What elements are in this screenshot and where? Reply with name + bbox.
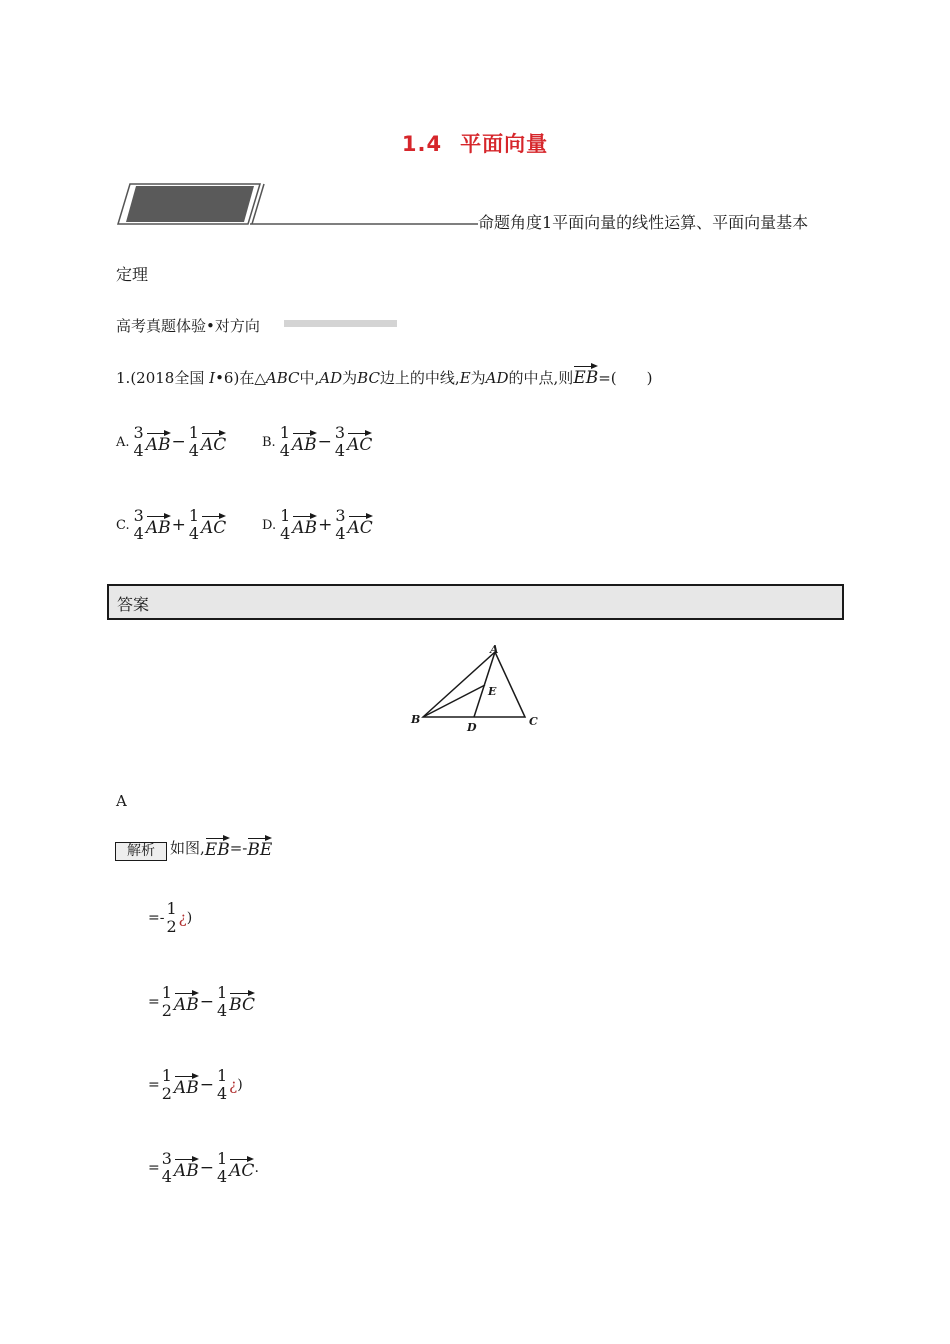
fraction bbox=[188, 507, 200, 543]
vector: AC bbox=[201, 431, 226, 454]
fraction bbox=[133, 424, 145, 460]
numerator: 1 bbox=[280, 506, 291, 525]
vector: AB bbox=[174, 1157, 199, 1180]
question-text: =( ) bbox=[598, 369, 653, 387]
triangle-abc: ABC bbox=[265, 369, 300, 387]
denominator: 4 bbox=[133, 524, 144, 543]
denominator: 4 bbox=[279, 441, 290, 460]
question-text: 中, bbox=[299, 369, 320, 387]
topic-banner-graphic bbox=[112, 180, 482, 230]
denominator: 4 bbox=[334, 441, 346, 460]
missing-glyph: ¿ bbox=[178, 909, 187, 927]
numerator: 1 bbox=[161, 983, 172, 1002]
fraction bbox=[133, 507, 145, 543]
denominator: 4 bbox=[188, 524, 200, 543]
numerator: 3 bbox=[133, 506, 144, 525]
fraction bbox=[279, 507, 291, 543]
operator: − bbox=[199, 992, 214, 1012]
numerator: 3 bbox=[335, 506, 346, 525]
option-c[interactable] bbox=[116, 507, 226, 543]
vector: AB bbox=[174, 991, 199, 1014]
vector: AB bbox=[292, 514, 317, 537]
numerator: 1 bbox=[216, 983, 228, 1002]
vector: AC bbox=[347, 431, 372, 454]
operator: − bbox=[199, 1158, 214, 1178]
analysis-step-3 bbox=[148, 1067, 243, 1103]
denominator: 4 bbox=[133, 441, 144, 460]
label-e: E bbox=[488, 685, 497, 698]
vector: AC bbox=[201, 514, 226, 537]
operator: − bbox=[199, 1075, 214, 1095]
fraction bbox=[188, 424, 200, 460]
vector: AB bbox=[146, 514, 171, 537]
denominator: 4 bbox=[216, 1001, 228, 1020]
triangle-figure bbox=[405, 640, 550, 735]
segment-ad: AD bbox=[485, 369, 509, 387]
question-source-roman: Ⅰ bbox=[209, 369, 216, 387]
numerator: 3 bbox=[161, 1149, 172, 1168]
vector-be: BE bbox=[247, 836, 272, 859]
close-paren: ) bbox=[237, 1077, 243, 1093]
equals-negative: =- bbox=[229, 838, 248, 857]
vector-eb: EB bbox=[205, 836, 230, 859]
title-number: 1.4 bbox=[401, 132, 443, 156]
analysis-step-2 bbox=[148, 984, 255, 1020]
operator: + bbox=[318, 515, 333, 535]
vector: AC bbox=[348, 514, 373, 537]
analysis-step-4 bbox=[148, 1150, 259, 1186]
option-label: D. bbox=[262, 517, 277, 533]
denominator: 2 bbox=[161, 1084, 172, 1103]
operator: + bbox=[171, 515, 186, 535]
option-d[interactable] bbox=[262, 507, 373, 543]
fraction bbox=[161, 1150, 173, 1186]
label-b: B bbox=[411, 713, 421, 726]
analysis-intro bbox=[170, 836, 272, 859]
close-paren: ) bbox=[186, 910, 193, 926]
step-prefix: = bbox=[148, 1077, 160, 1093]
label-d: D bbox=[467, 721, 477, 734]
section-heading: 高考真题体验•对方向 bbox=[116, 317, 260, 335]
denominator: 4 bbox=[216, 1167, 228, 1186]
label-a: A bbox=[490, 643, 499, 656]
option-label: A. bbox=[116, 434, 130, 450]
vector: AB bbox=[174, 1074, 199, 1097]
answer-value: A bbox=[116, 792, 127, 810]
analysis-step-1 bbox=[148, 900, 192, 936]
vector: BC bbox=[229, 991, 255, 1014]
denominator: 4 bbox=[216, 1084, 228, 1103]
numerator: 1 bbox=[188, 423, 199, 442]
vector: AC bbox=[229, 1157, 254, 1180]
question-source-end: •6) bbox=[215, 369, 240, 387]
label-c: C bbox=[529, 715, 538, 728]
page-title bbox=[0, 128, 950, 158]
vector: AB bbox=[146, 431, 171, 454]
point-e: E bbox=[459, 369, 471, 387]
topic-heading: 命题角度1平面向量的线性运算、平面向量基本 bbox=[478, 213, 809, 232]
option-label: C. bbox=[116, 517, 130, 533]
option-a[interactable] bbox=[116, 424, 226, 460]
answer-header-label: 答案 bbox=[117, 595, 150, 614]
numerator: 1 bbox=[216, 1066, 228, 1085]
denominator: 4 bbox=[280, 524, 291, 543]
vector-eb: EB bbox=[573, 364, 598, 387]
step-prefix: = bbox=[148, 1160, 160, 1176]
period: . bbox=[254, 1160, 259, 1176]
numerator: 3 bbox=[334, 423, 346, 442]
segment-bc: BC bbox=[357, 369, 380, 387]
topic-heading-continued: 定理 bbox=[116, 265, 149, 284]
section-divider bbox=[284, 320, 397, 327]
question-text: 为 bbox=[470, 369, 486, 387]
operator: − bbox=[317, 432, 332, 452]
numerator: 1 bbox=[188, 506, 200, 525]
denominator: 4 bbox=[335, 524, 346, 543]
analysis-intro-text: 如图, bbox=[170, 839, 205, 857]
numerator: 1 bbox=[166, 899, 177, 918]
fraction bbox=[216, 1067, 228, 1103]
denominator: 4 bbox=[161, 1167, 172, 1186]
numerator: 1 bbox=[161, 1066, 172, 1085]
segment-ad: AD bbox=[319, 369, 343, 387]
question-text: 的中点,则 bbox=[508, 369, 574, 387]
denominator: 4 bbox=[188, 441, 199, 460]
step-prefix: =- bbox=[148, 910, 165, 926]
operator: − bbox=[171, 432, 186, 452]
option-b[interactable] bbox=[262, 424, 372, 460]
missing-glyph: ¿ bbox=[229, 1076, 238, 1094]
question-text: 在△ bbox=[239, 369, 266, 387]
numerator: 3 bbox=[133, 423, 144, 442]
fraction bbox=[165, 900, 177, 936]
fraction bbox=[334, 507, 346, 543]
fraction bbox=[161, 984, 173, 1020]
question-1 bbox=[116, 364, 653, 390]
fraction bbox=[216, 1150, 228, 1186]
question-number: 1. bbox=[116, 369, 131, 387]
answer-section-header[interactable] bbox=[107, 584, 844, 620]
fraction bbox=[161, 1067, 173, 1103]
question-text: 边上的中线, bbox=[379, 369, 460, 387]
fraction bbox=[216, 984, 228, 1020]
fraction bbox=[334, 424, 346, 460]
title-text: 平面向量 bbox=[460, 132, 549, 156]
option-label: B. bbox=[262, 434, 276, 450]
numerator: 1 bbox=[279, 423, 290, 442]
denominator: 2 bbox=[161, 1001, 172, 1020]
fraction bbox=[279, 424, 291, 460]
question-source: (2018全国 bbox=[130, 369, 205, 387]
denominator: 2 bbox=[166, 917, 177, 936]
analysis-tag: 解析 bbox=[115, 842, 167, 861]
vector: AB bbox=[292, 431, 317, 454]
step-prefix: = bbox=[148, 994, 160, 1010]
question-text: 为 bbox=[342, 369, 358, 387]
numerator: 1 bbox=[216, 1149, 228, 1168]
triangle-lines bbox=[423, 652, 525, 717]
